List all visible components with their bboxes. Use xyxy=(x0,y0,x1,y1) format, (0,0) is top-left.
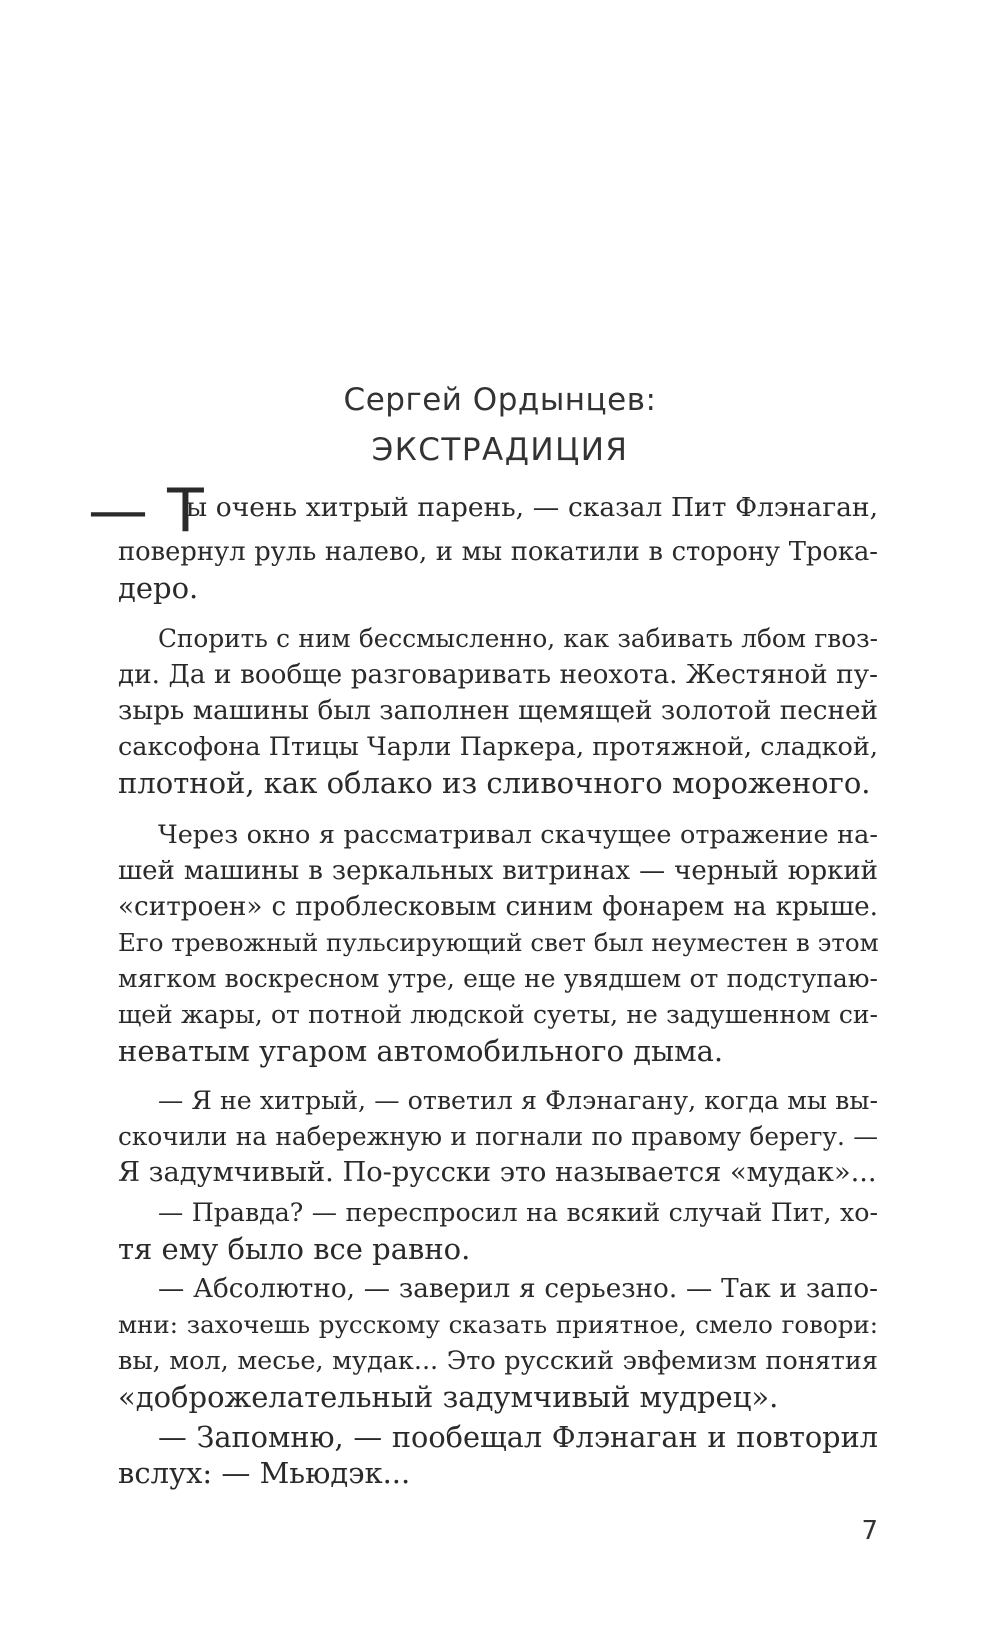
text-line: зырь машины был заполнен щемящей золотой песней xyxy=(118,696,878,726)
text-line: Спорить с ним бессмысленно, как забивать лбом гвоз- xyxy=(158,624,878,653)
text-line: шей машины в зеркальных витринах — черный юркий xyxy=(118,856,878,886)
drop-cap: — Т xyxy=(88,476,204,546)
text-line: неватым угаром автомобильного дыма. xyxy=(118,1034,724,1068)
text-line: — Запомню, — пообещал Флэнаган и повторил xyxy=(158,1420,878,1454)
text-line: «доброжелательный задумчивый мудрец». xyxy=(118,1380,779,1414)
text-line: мни: захочешь русскому сказать приятное, смело говори: xyxy=(118,1310,878,1339)
text-line: — Правда? — переспросил на всякий случай Пит, хо- xyxy=(158,1198,878,1227)
text-line: Через окно я рассматривал скачущее отражение на- xyxy=(158,820,878,850)
text-line: «ситроен» с проблесковым синим фонарем на крыше. xyxy=(118,892,878,922)
text-line: Я задумчивый. По-русски это называется «мудак»... xyxy=(118,1157,877,1188)
text-line: деро. xyxy=(118,571,199,605)
first-text-line: ы очень хитрый парень, — сказал Пит Флэнаган, xyxy=(186,492,878,523)
text-line: повернул руль налево, и мы покатили в сторону Трока- xyxy=(118,537,878,567)
author-heading: Сергей Ордынцев: xyxy=(343,382,657,418)
text-line: скочили на набережную и погнали по правому берегу. — xyxy=(118,1122,878,1151)
text-line: тя ему было все равно. xyxy=(118,1232,471,1266)
story-title: ЭКСТРАДИЦИЯ xyxy=(371,432,629,468)
text-line: щей жары, от потной людской суеты, не задушенном си- xyxy=(118,1000,878,1029)
text-line: ди. Да и вообще разговаривать неохота. Жестяной пу- xyxy=(118,660,878,690)
text-line: Его тревожный пульсирующий свет был неуместен в этом xyxy=(118,928,879,957)
text-line: мягком воскресном утре, еще не увядшем от подступаю- xyxy=(118,964,878,993)
text-line: — Я не хитрый, — ответил я Флэнагану, когда мы вы- xyxy=(158,1086,878,1115)
text-line: плотной, как облако из сливочного мороженого. xyxy=(118,766,871,800)
text-line: вслух: — Мьюдэк... xyxy=(118,1456,411,1490)
page-number: 7 xyxy=(861,1516,878,1546)
text-line: вы, мол, месье, мудак... Это русский эвфемизм понятия xyxy=(118,1346,878,1376)
text-line: саксофона Птицы Чарли Паркера, протяжной, сладкой, xyxy=(118,732,878,762)
text-line: — Абсолютно, — заверил я серьезно. — Так и запо- xyxy=(158,1274,878,1304)
